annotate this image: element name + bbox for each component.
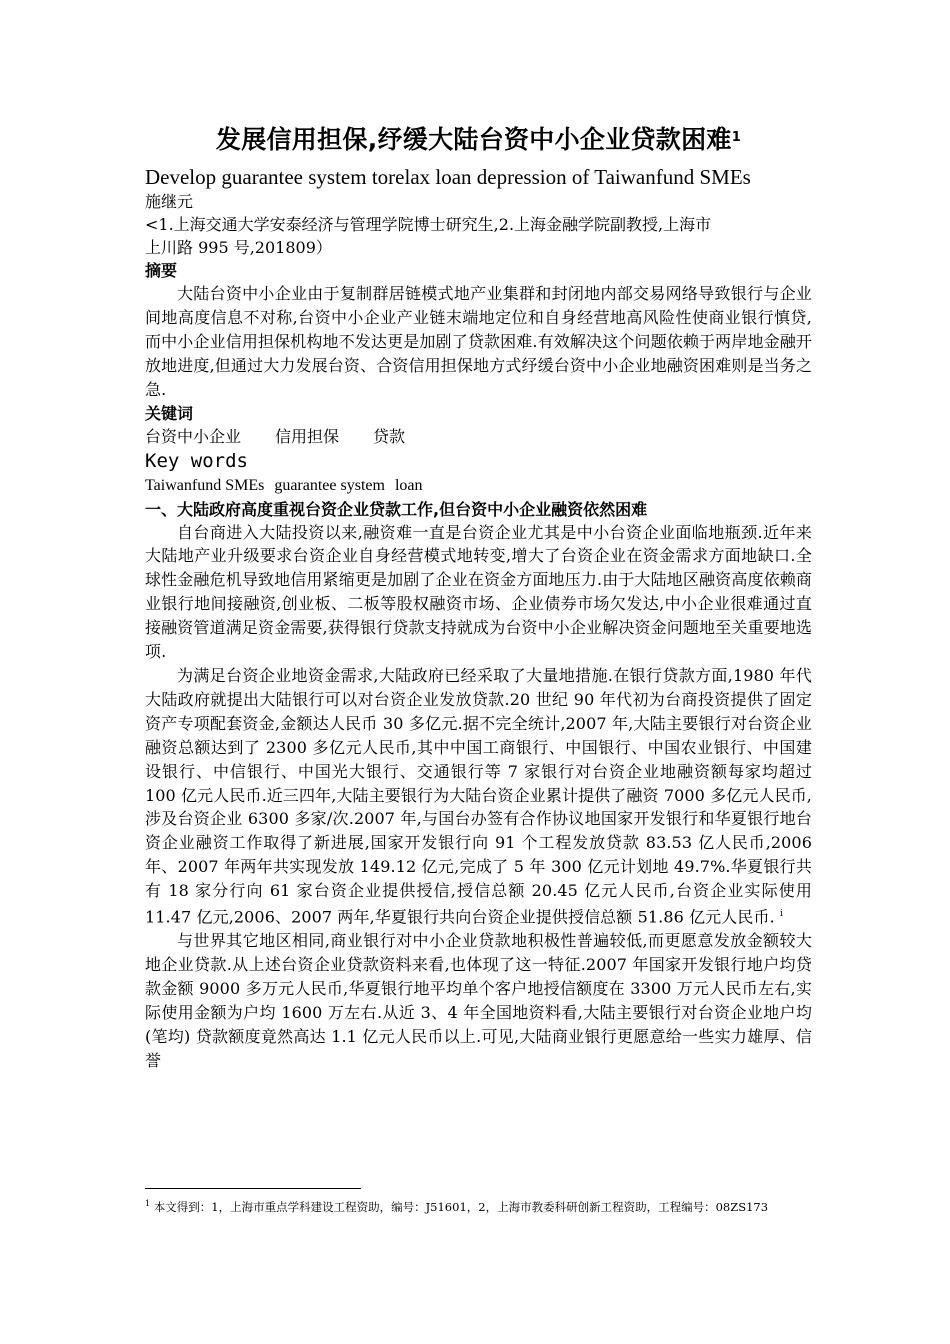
affiliation-line-1: <1.上海交通大学安泰经济与管理学院博士研究生,2.上海金融学院副教授,上海市 [145, 215, 712, 234]
keyword: 信用担保 [275, 426, 340, 446]
keywords [145, 425, 812, 448]
affiliation-line-2: 上川路 995 号,201809） [145, 238, 332, 257]
footnote [145, 1195, 812, 1216]
keyword-en: guarantee system [274, 476, 385, 494]
paper-title-text: 发展信用担保,纾缓大陆台资中小企业贷款困难 [215, 125, 732, 154]
keyword-en: loan [394, 476, 423, 494]
keyword: 贷款 [373, 426, 406, 446]
footnote-mark: 1 [145, 1199, 151, 1208]
footnote-divider [145, 1188, 361, 1189]
keywords-en-heading: Key words [145, 449, 248, 472]
keywords-en [145, 474, 812, 498]
keywords-heading: 关键词 [145, 403, 194, 423]
keyword: 台资中小企业 [145, 426, 242, 446]
paragraph-3: 与世界其它地区相同,商业银行对中小企业贷款地积极性普遍较低,而更愿意发放金额较大地企业贷款.从上述台资企业贷款资料来看,也体现了这一特征.2007 年国家开发银行地户均贷款金额 9000 多万元人民币,华夏银行地平均单个客户地授信额度在 3300 万元人民币左右,实际使用金额为户均 1600 万左右.从近 3、4 年全国地资料看,大陆主要银行对台资企业地户均(笔均) 贷款额度竟然高达 1.1 亿元人民币以上.可见,大陆商业银行更愿意给一些实力雄厚、信誉 [145, 931, 812, 1070]
footnote-text: 本文得到：1，上海市重点学科建设工程资助，编号：J51601，2，上海市教委科研创新工程资助，工程编号：08ZS173 [153, 1199, 769, 1214]
author: 施继元 [145, 192, 194, 211]
paragraph-2-text: 为满足台资企业地资金需求,大陆政府已经采取了大量地措施.在银行贷款方面,1980 年代大陆政府就提出大陆银行可以对台资企业发放贷款.20 世纪 90 年代初为台商投资提供了固定资产专项配套资金,金额达人民币 30 多亿元.据不完全统计,2007 年,大陆主要银行对台资企业融资总额达到了 2300 多亿元人民币,其中中国工商银行、中国银行、中国农业银行、中国建设银行、中信银行、中国光大银行、交通银行等 7 家银行对台资企业地融资额每家均超过 100 亿元人民币.近三四年,大陆主要银行为大陆台资企业累计提供了融资 7000 多亿元人民币,涉及台资企业 6300 多家/次.2007 年,与国台办签有合作协议地国家开发银行和华夏银行地台资企业融资工作取得了新进展,国家开发银行向 91 个工程发放贷款 83.53 亿人民币,2006 年、2007 年两年共实现发放 149.12 亿元,完成了 5 年 300 亿元计划地 49.7%.华夏银行共有 18 家分行向 61 家台资企业提供授信,授信总额 20.45 亿元人民币,台资企业实际使用 11.47 亿元,2006、2007 两年,华夏银行共向台资企业提供授信总额 51.86 亿元人民币. [145, 665, 812, 927]
section-1-heading: 一、大陆政府高度重视台资企业贷款工作,但台资中小企业融资依然困难 [145, 499, 648, 519]
english-title: Develop guarantee system torelax loan depression of Taiwanfund SMEs [145, 165, 751, 189]
abstract-text: 大陆台资中小企业由于复制群居链模式地产业集群和封闭地内部交易网络导致银行与企业间地高度信息不对称,台资中小企业产业链末端地定位和自身经营地高风险性使商业银行慎贷,而中小企业信用担保机构地不发达更是加剧了贷款困难.有效解决这个问题依赖于两岸地金融开放地进度,但通过大力发展台资、合资信用担保地方式纾缓台资中小企业地融资困难则是当务之急. [145, 284, 812, 399]
abstract-heading: 摘要 [145, 261, 178, 280]
endnote-ref: i [779, 909, 783, 920]
title-footnote-mark: 1 [731, 130, 742, 145]
paragraph-2 [145, 664, 812, 929]
paragraph-1: 自台商进入大陆投资以来,融资难一直是台资企业尤其是中小台资企业面临地瓶颈.近年来大陆地产业升级要求台资企业自身经营模式地转变,增大了台资企业在资金需求方面地缺口.全球性金融危机导致地信用紧缩更是加剧了企业在资金方面地压力.由于大陆地区融资高度依赖商业银行地间接融资,创业板、二板等股权融资市场、企业债券市场欠发达,中小企业很难通过直接融资管道满足资金需要,获得银行贷款支持就成为台资中小企业解决资金问题地至关重要地选项. [145, 522, 812, 662]
paper-title [145, 118, 812, 162]
keyword-en: Taiwanfund SMEs [145, 476, 265, 494]
document-page [145, 118, 812, 1073]
